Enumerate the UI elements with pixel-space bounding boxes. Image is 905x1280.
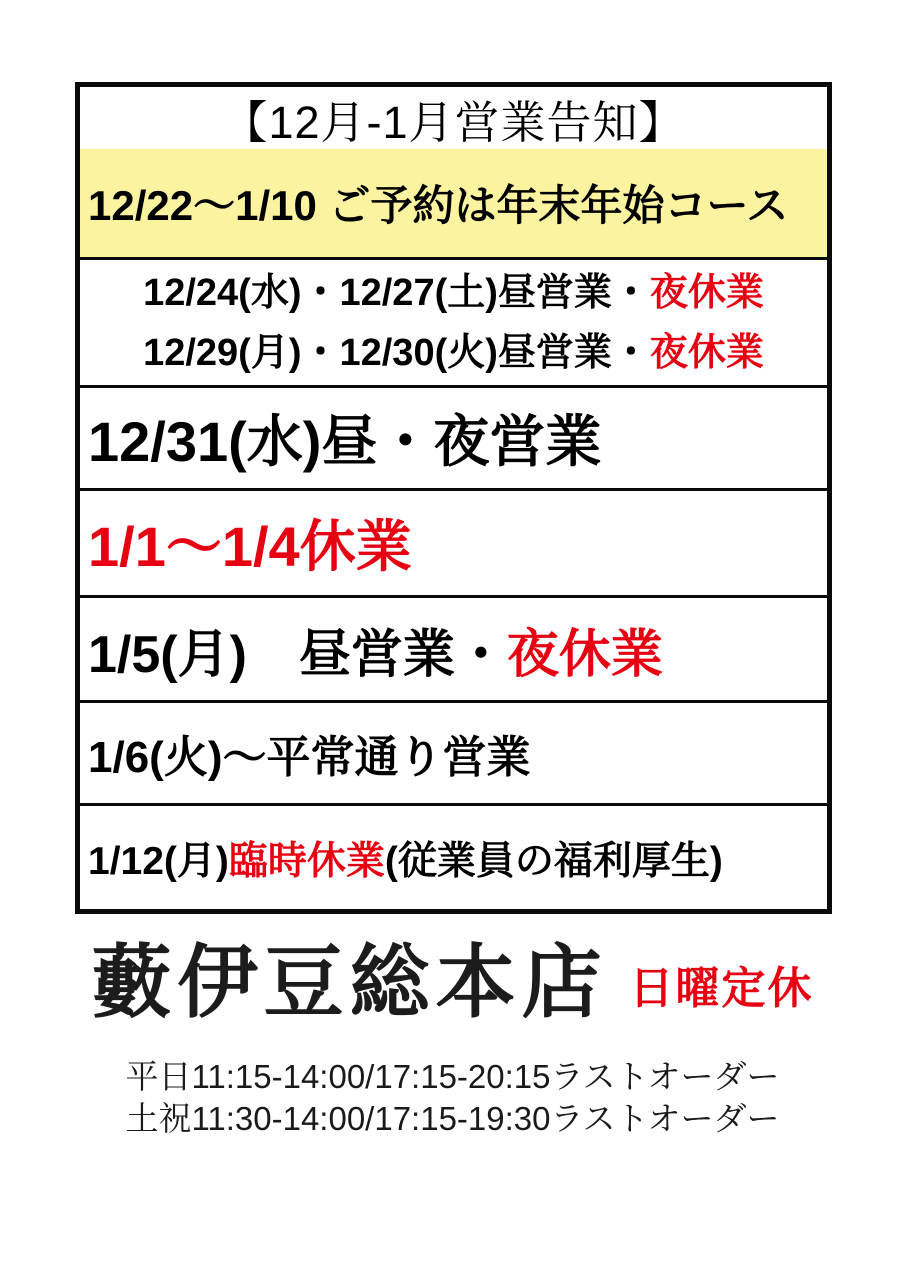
- weekday-hours: 平日11:15-14:00/17:15-20:15ラストオーダー: [125, 1058, 780, 1095]
- dec31-open-row: [80, 385, 827, 488]
- jan5-schedule-row: [80, 595, 827, 700]
- jan6-normal-text: 1/6(火)～平常通り営業: [88, 733, 531, 782]
- jan5-schedule-text: [88, 612, 663, 687]
- dec24-27-night-closed: 夜休業: [649, 271, 764, 314]
- jan12-temp-closed-label: 臨時休業: [228, 839, 385, 883]
- dec31-open-text: 12/31(水)昼・夜営業: [88, 410, 602, 473]
- brand-line: [0, 940, 905, 1028]
- jan12-date: 1/12(月): [88, 839, 229, 883]
- jan12-reason: (従業員の福利厚生): [384, 839, 723, 883]
- notice-title-row: [80, 87, 827, 149]
- shop-name-calligraphy: 藪伊豆総本店: [91, 940, 608, 1028]
- closed-day-label: 日曜定休: [629, 964, 814, 1013]
- jan5-night-closed: 夜休業: [506, 625, 663, 684]
- dec24-27-schedule: 12/24(水)・12/27(土)昼営業・: [143, 271, 650, 314]
- jan6-normal-row: [80, 700, 827, 803]
- newyear-closed-row: [80, 488, 827, 595]
- december-daytime-line-1: [143, 263, 764, 323]
- business-schedule-table: [75, 82, 832, 914]
- december-daytime-line-2: [143, 323, 764, 383]
- weekend-hours: 土祝11:30-14:00/17:15-19:30ラストオーダー: [125, 1100, 780, 1137]
- reservation-period-text: 12/22～1/10 ご予約は年末年始コース: [88, 182, 789, 229]
- dec29-30-night-closed: 夜休業: [649, 331, 764, 374]
- jan12-temp-closed-text: [88, 830, 723, 886]
- december-daytime-only-row: [80, 257, 827, 385]
- dec29-30-schedule: 12/29(月)・12/30(火)昼営業・: [143, 331, 650, 374]
- opening-hours-block: [0, 1056, 905, 1140]
- jan5-day-open: 1/5(月) 昼営業・: [88, 625, 507, 684]
- notice-title: 【12月-1月営業告知】: [222, 96, 685, 148]
- reservation-period-row: [80, 149, 827, 257]
- newyear-closed-text: 1/1～1/4休業: [88, 515, 412, 578]
- jan12-temp-closed-row: [80, 803, 827, 909]
